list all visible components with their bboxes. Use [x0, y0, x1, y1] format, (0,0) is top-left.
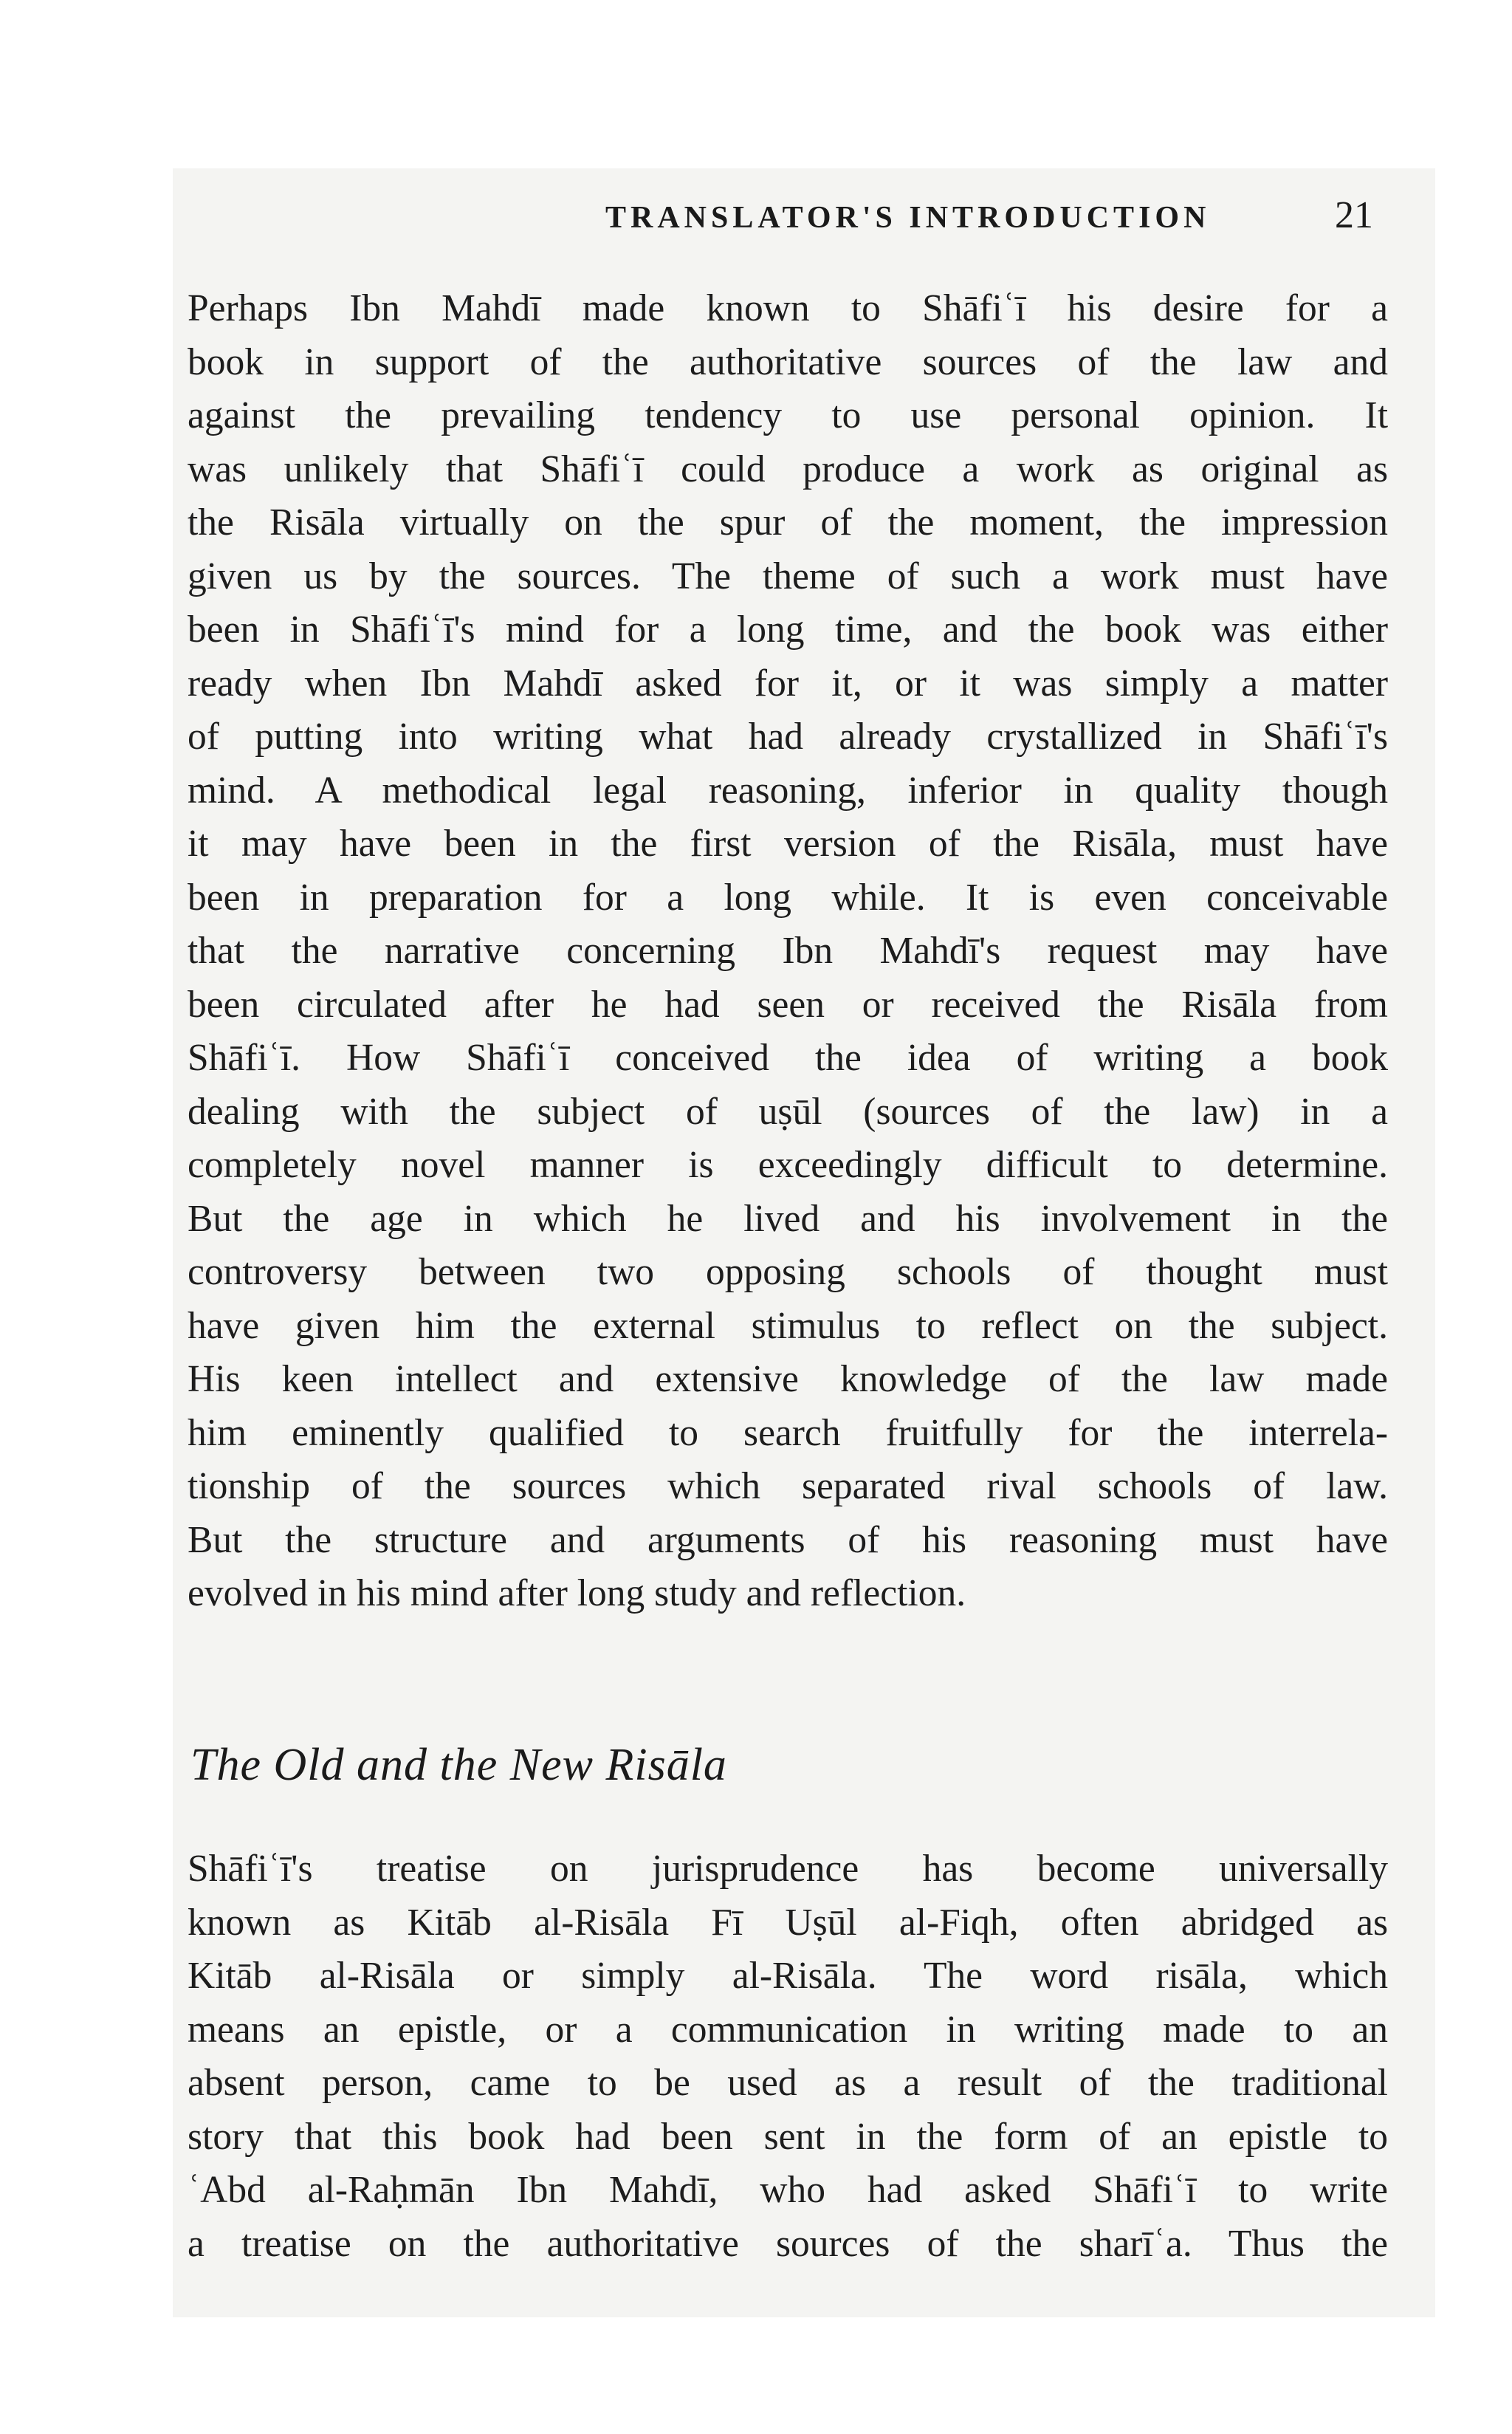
text-line: But the structure and arguments of his reasoning must have [188, 1518, 1388, 1561]
text-line: have given him the external stimulus to reflect on the subject. [188, 1304, 1388, 1347]
text-line: been in preparation for a long while. It is even conceivable [188, 876, 1388, 919]
text-line: tionship of the sources which separated rival schools of law. [188, 1465, 1388, 1507]
text-line: book in support of the authoritative sources of the law and [188, 340, 1388, 383]
text-line: been circulated after he had seen or received the Risāla from [188, 983, 1388, 1026]
text-line: known as Kitāb al-Risāla Fī Uṣūl al-Fiqh, often abridged as [188, 1901, 1388, 1944]
text-line: the Risāla virtually on the spur of the moment, the impression [188, 501, 1388, 544]
text-line: that the narrative concerning Ibn Mahdī's request may have [188, 930, 1388, 972]
text-line: was unlikely that Shāfiʿī could produce a work as original as [188, 448, 1388, 490]
text-line: mind. A methodical legal reasoning, inferior in quality though [188, 769, 1388, 812]
text-line: given us by the sources. The theme of such a work must have [188, 555, 1388, 597]
text-line: of putting into writing what had already crystallized in Shāfiʿī's [188, 716, 1388, 758]
paragraph-2 [188, 1842, 1388, 2271]
text-line: Kitāb al-Risāla or simply al-Risāla. The word risāla, which [188, 1955, 1388, 1997]
text-line: evolved in his mind after long study and reflection. [188, 1572, 966, 1614]
text-line: absent person, came to be used as a result of the traditional [188, 2062, 1388, 2104]
text-line: it may have been in the first version of the Risāla, must have [188, 823, 1388, 865]
text-line: against the prevailing tendency to use personal opinion. It [188, 394, 1388, 436]
running-title: TRANSLATOR'S INTRODUCTION [605, 201, 1211, 235]
text-line: Shāfiʿī's treatise on jurisprudence has become universally [188, 1848, 1388, 1890]
text-line: story that this book had been sent in the form of an epistle to [188, 2115, 1388, 2158]
page-number: 21 [1335, 194, 1373, 236]
paragraph-1 [188, 282, 1388, 1621]
text-line: a treatise on the authoritative sources of the sharīʿa. Thus the [188, 2222, 1388, 2265]
text-line: been in Shāfiʿī's mind for a long time, and the book was either [188, 608, 1388, 651]
text-line: means an epistle, or a communication in writing made to an [188, 2008, 1388, 2051]
text-line: him eminently qualified to search fruitfully for the interrela- [188, 1411, 1388, 1454]
text-line: ready when Ibn Mahdī asked for it, or it was simply a matter [188, 662, 1388, 705]
running-header [605, 193, 1373, 253]
text-line: controversy between two opposing schools of thought must [188, 1251, 1388, 1293]
text-line: dealing with the subject of uṣūl (sources of the law) in a [188, 1090, 1388, 1133]
text-line: ʿAbd al-Raḥmān Ibn Mahdī, who had asked Shāfiʿī to write [188, 2169, 1388, 2211]
text-line: completely novel manner is exceedingly difficult to determine. [188, 1144, 1388, 1186]
section-heading: The Old and the New Risāla [190, 1740, 727, 1790]
text-line: Perhaps Ibn Mahdī made known to Shāfiʿī his desire for a [188, 287, 1388, 329]
text-line: Shāfiʿī. How Shāfiʿī conceived the idea of writing a book [188, 1037, 1388, 1079]
text-line: His keen intellect and extensive knowledge of the law made [188, 1358, 1388, 1400]
text-line: But the age in which he lived and his involvement in the [188, 1197, 1388, 1240]
